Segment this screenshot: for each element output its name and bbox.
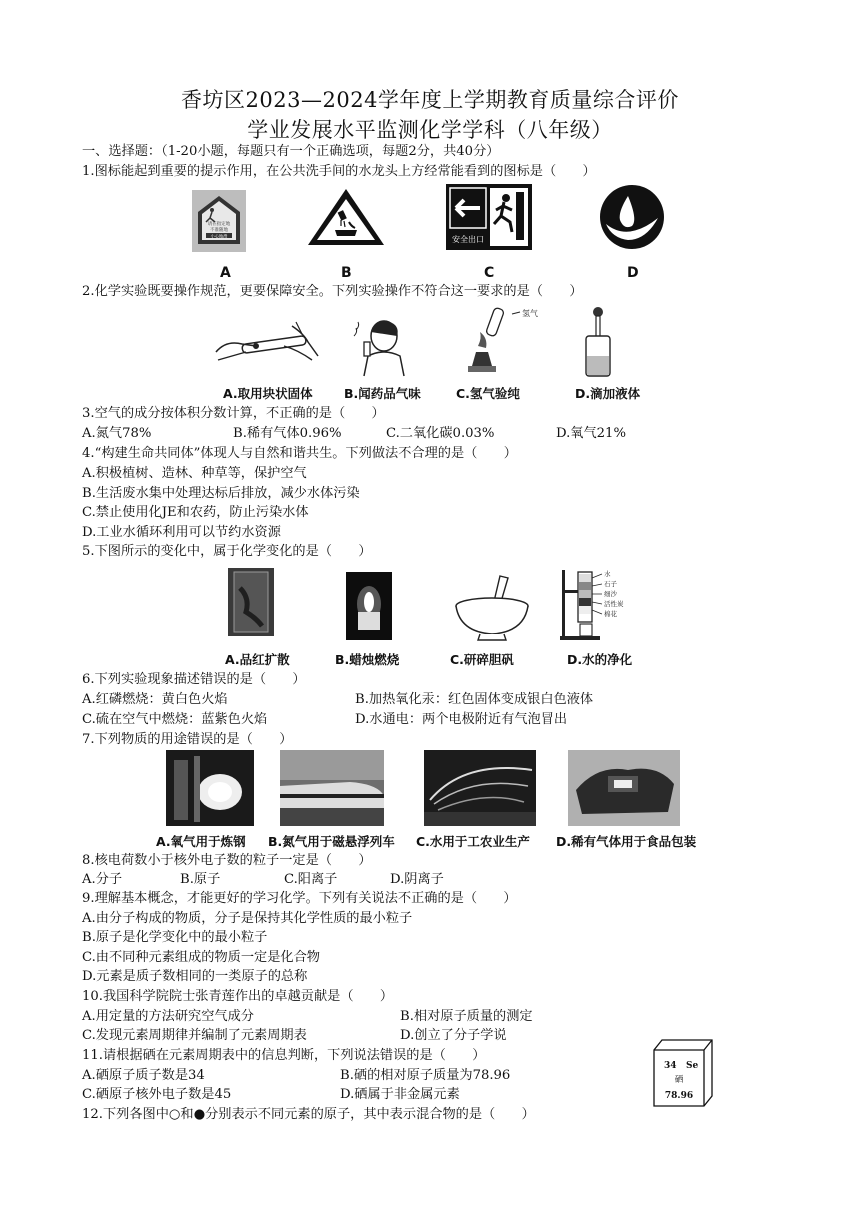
q3-stem: 3.空气的成分按体积分数计算，不正确的是（ ） xyxy=(82,406,385,421)
svg-text:水: 水 xyxy=(604,570,611,578)
candle-burning-photo xyxy=(346,572,392,640)
q3-option-b: B.稀有气体0.96% xyxy=(233,426,342,441)
q4-option-b: B.生活废水集中处理达标后排放，减少水体污染 xyxy=(82,486,360,501)
selenium-element-card xyxy=(652,1038,714,1108)
svg-text:棉花: 棉花 xyxy=(604,610,617,618)
smelling-illustration xyxy=(350,316,416,378)
q9-stem: 9.理解基本概念，才能更好的学习化学。下列有关说法不正确的是（ ） xyxy=(82,891,517,906)
q3-option-d: D.氧气21% xyxy=(556,426,626,441)
q9-option-c: C.由不同种元素组成的物质一定是化合物 xyxy=(82,950,320,965)
dye-diffusion-photo xyxy=(228,568,274,636)
q12-stem: 12.下列各图中○和●分别表示不同元素的原子，其中表示混合物的是（ ） xyxy=(82,1107,535,1122)
q6-option-c: C.硫在空气中燃烧：蓝紫色火焰 xyxy=(82,712,268,727)
emergency-exit-sign-icon xyxy=(446,184,532,250)
section-heading: 一、选择题：（1-20小题，每题只有一个正确选项，每题2分，共40分） xyxy=(82,144,500,159)
element-mass: 78.96 xyxy=(664,1091,694,1101)
q2-stem: 2.化学实验既要操作规范，更要保障安全。下列实验操作不符合这一要求的是（ ） xyxy=(82,284,583,299)
q10-option-a: A.用定量的方法研究空气成分 xyxy=(82,1009,254,1024)
q8-option-b: B.原子 xyxy=(180,872,221,887)
q6-stem: 6.下列实验现象描述错误的是（ ） xyxy=(82,672,306,687)
exam-page: 香坊区2023—2024学年度上学期教育质量综合评价 学业发展水平监测化学学科（八年级） 一、选择题：（1-20小题，每题只有一个正确选项，每题2分，共40分） 1.图标能起到重要的提示作用，在公共洗手间的水龙头上方经常能看到的图标是（ ） 请在指定地 不准随地 小心地滑 安全出口 A B C D 2.化学实验既要操作规范，更要保障安全。下列实验操作不符合这一要求的是（ ） 氢气 A.取用块状固体 B.闻药品气味 C.氢气验纯 D.滴加液体 3.空气的成分按体积分数计算，不正确的是（ ） A.氮气78% B.稀有气体0.96% C.二氧化碳0.03% D.氧气21% 4.“构建生命共同体”体现人与自然和谐共生。下列做法不合理的是（ ） A.积极植树、造林、种草等，保护空气 B.生活废水集中处理达标后排放，减少水体污染 C.禁止使用化JE和农药，防止污染水体 D.工业水循环利用可以节约水资源 5.下图所示的变化中，属于化学变化的是（ ） 水 石子 细沙 活性炭 棉花 A.品红扩散 B.蜡烛燃烧 C.研碎胆矾 D.水的净化 6.下列实验现象描述错误的是（ ） A.红磷燃烧：黄白色火焰 B.加热氧化汞：红色固体变成银白色液体 C.硫在空气中燃烧：蓝紫色火焰 D.水通电：两个电极附近有气泡冒出 7.下列物质的用途错误的是（ ） A.氧气用于炼钢 B.氮气用于磁悬浮列车 C.水用于工农业生产 D.稀有气体用于食品包装 8.核电荷数小于核外电子数的粒子一定是（ ） A.分子 B.原子 C.阳离子 D.阴离子 9.理解基本概念，才能更好的学习化学。下列有关说法不正确的是（ ） A.由分子构成的物质，分子是保持其化学性质的最小粒子 B.原子是化学变化中的最小粒子 C.由不同种元素组成的物质一定是化合物 D.元素是质子数相同的一类原子的总称 10.我国科学院院士张青莲作出的卓越贡献是（ ） A.用定量的方法研究空气成分 B.相对原子质量的测定 C.发现元素周期律并编制了元素周期表 D.创立了分子学说 11.请根据硒在元素周期表中的信息判断，下列说法错误的是（ ） A.硒原子质子数是34 B.硒的相对原子质量为78.96 C.硒原子核外电子数是45 D.硒属于非金属元素 34 Se 硒 78.96 12.下列各图中○和●分别表示不同元素的原子，其中表示混合物的是（ ） xyxy=(0,0,860,1216)
q6-option-d: D.水通电：两个电极附近有气泡冒出 xyxy=(355,712,568,727)
q9-option-a: A.由分子构成的物质，分子是保持其化学性质的最小粒子 xyxy=(82,911,413,926)
exam-subtitle: 学业发展水平监测化学学科（八年级） xyxy=(247,118,613,142)
corrosive-warning-icon xyxy=(305,186,387,248)
q11-option-d: D.硒属于非金属元素 xyxy=(340,1087,460,1102)
q6-option-a: A.红磷燃烧：黄白色火焰 xyxy=(82,692,228,707)
element-number: 34 xyxy=(664,1061,677,1071)
food-packaging-photo xyxy=(568,750,680,826)
q6-option-b: B.加热氧化汞：红色固体变成银白色液体 xyxy=(355,692,594,707)
steelmaking-photo xyxy=(166,750,254,826)
svg-text:小心地滑: 小心地滑 xyxy=(210,233,228,239)
svg-text:请在指定地: 请在指定地 xyxy=(207,222,231,227)
water-filter-illustration xyxy=(558,566,648,642)
svg-text:安全出口: 安全出口 xyxy=(452,235,484,244)
q8-option-c: C.阳离子 xyxy=(284,872,338,887)
q11-option-c: C.硒原子核外电子数是45 xyxy=(82,1087,232,1102)
svg-text:不准随地: 不准随地 xyxy=(210,228,228,233)
q1-stem: 1.图标能起到重要的提示作用，在公共洗手间的水龙头上方经常能看到的图标是（ ） xyxy=(82,164,596,179)
q8-stem: 8.核电荷数小于核外电子数的粒子一定是（ ） xyxy=(82,853,372,868)
q9-option-b: B.原子是化学变化中的最小粒子 xyxy=(82,930,268,945)
q8-option-d: D.阴离子 xyxy=(390,872,444,887)
q3-option-a: A.氮气78% xyxy=(82,426,152,441)
q10-option-c: C.发现元素周期律并编制了元素周期表 xyxy=(82,1028,307,1043)
element-name: 硒 xyxy=(674,1075,684,1085)
q4-option-a: A.积极植树、造林、种草等，保护空气 xyxy=(82,466,307,481)
q7-stem: 7.下列物质的用途错误的是（ ） xyxy=(82,732,293,747)
q11-stem: 11.请根据硒在元素周期表中的信息判断，下列说法错误的是（ ） xyxy=(82,1048,486,1063)
q8-option-a: A.分子 xyxy=(82,872,123,887)
wet-floor-sign-icon xyxy=(192,190,246,252)
dropping-liquid-illustration xyxy=(578,306,618,378)
maglev-train-photo xyxy=(280,750,384,826)
exam-title: 香坊区2023—2024学年度上学期教育质量综合评价 xyxy=(181,88,679,112)
solid-sampling-illustration xyxy=(212,316,322,374)
water-saving-icon xyxy=(598,184,666,250)
irrigation-photo xyxy=(424,750,536,826)
mortar-pestle-illustration xyxy=(452,572,532,642)
svg-text:氢气: 氢气 xyxy=(522,309,538,318)
q10-option-d: D.创立了分子学说 xyxy=(400,1028,507,1043)
q10-stem: 10.我国科学院院士张青莲作出的卓越贡献是（ ） xyxy=(82,989,394,1004)
q11-option-a: A.硒原子质子数是34 xyxy=(82,1068,205,1083)
svg-text:细沙: 细沙 xyxy=(604,590,617,598)
q3-option-c: C.二氧化碳0.03% xyxy=(386,426,495,441)
q4-stem: 4.“构建生命共同体”体现人与自然和谐共生。下列做法不合理的是（ ） xyxy=(82,446,517,461)
q4-option-d: D.工业水循环利用可以节约水资源 xyxy=(82,525,281,540)
q4-option-c: C.禁止使用化JE和农药，防止污染水体 xyxy=(82,505,309,520)
q10-option-b: B.相对原子质量的测定 xyxy=(400,1009,533,1024)
q5-stem: 5.下图所示的变化中，属于化学变化的是（ ） xyxy=(82,544,372,559)
svg-text:活性炭: 活性炭 xyxy=(604,600,624,608)
element-symbol: Se xyxy=(686,1061,699,1071)
svg-text:石子: 石子 xyxy=(604,580,617,588)
q11-option-b: B.硒的相对原子质量为78.96 xyxy=(340,1068,511,1083)
q9-option-d: D.元素是质子数相同的一类原子的总称 xyxy=(82,969,308,984)
hydrogen-purity-test-illustration xyxy=(464,306,544,376)
